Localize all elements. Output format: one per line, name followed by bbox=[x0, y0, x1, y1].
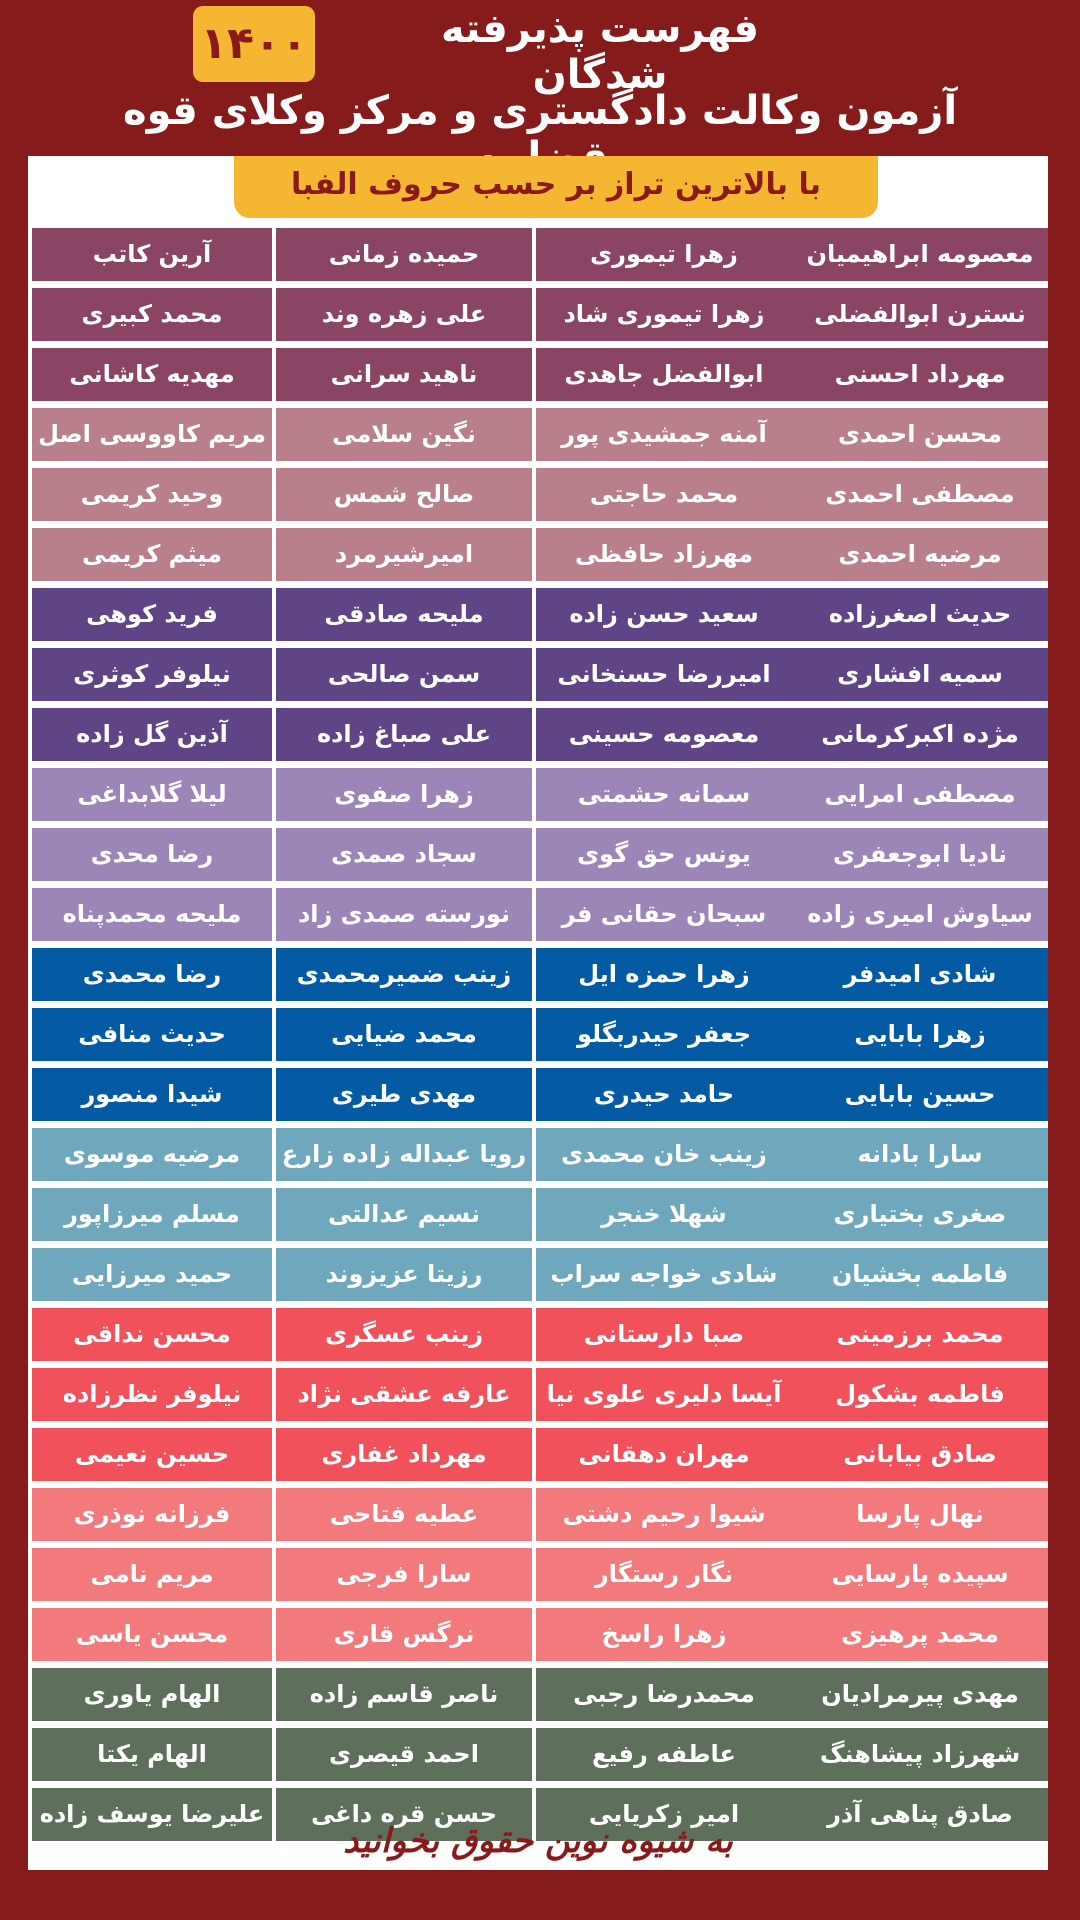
name-cell: زینب خان محمدی bbox=[536, 1128, 792, 1181]
name-cell: زینب ضمیرمحمدی bbox=[276, 948, 532, 1001]
name-cell: سارا بادانه bbox=[792, 1128, 1048, 1181]
name-cell: سمن صالحی bbox=[276, 648, 532, 701]
name-cell: سپیده پارسایی bbox=[792, 1548, 1048, 1601]
name-cell: رضا محمدی bbox=[32, 948, 272, 1001]
name-cell: نیلوفر نظرزاده bbox=[32, 1368, 272, 1421]
name-cell: نهال پارسا bbox=[792, 1488, 1048, 1541]
name-cell: سمیه افشاری bbox=[792, 648, 1048, 701]
header bbox=[0, 0, 1080, 156]
table-row bbox=[28, 888, 1048, 941]
name-cell: محمد برزمینی bbox=[792, 1308, 1048, 1361]
name-cell: نگار رستگار bbox=[536, 1548, 792, 1601]
page-subtitle: آزمون وکالت دادگستری و مرکز وکلای قوه bbox=[122, 88, 958, 134]
name-cell: جعفر حیدربگلو bbox=[536, 1008, 792, 1061]
name-cell: صغری بختیاری bbox=[792, 1188, 1048, 1241]
name-cell: مهدی طیری bbox=[276, 1068, 532, 1121]
name-cell: سعید حسن زاده bbox=[536, 588, 792, 641]
table-row bbox=[28, 1248, 1048, 1301]
name-cell: سبحان حقانی فر bbox=[536, 888, 792, 941]
name-cell: معصومه ابراهیمیان bbox=[792, 228, 1048, 281]
table-row bbox=[28, 528, 1048, 581]
name-cell: مصطفی امرایی bbox=[792, 768, 1048, 821]
name-cell: شیوا رحیم دشتی bbox=[536, 1488, 792, 1541]
name-cell: الهام یاوری bbox=[32, 1668, 272, 1721]
table-row bbox=[28, 768, 1048, 821]
name-cell: محمد حاجتی bbox=[536, 468, 792, 521]
names-table bbox=[28, 228, 1048, 1848]
name-cell: صادق بیابانی bbox=[792, 1428, 1048, 1481]
name-cell: ناصر قاسم زاده bbox=[276, 1668, 532, 1721]
name-cell: مرضیه موسوی bbox=[32, 1128, 272, 1181]
name-cell: مریم کاووسی اصل bbox=[32, 408, 272, 461]
name-cell: مژده اکبرکرمانی bbox=[792, 708, 1048, 761]
name-cell: نسترن ابوالفضلی bbox=[792, 288, 1048, 341]
name-cell: لیلا گلابداغی bbox=[32, 768, 272, 821]
name-cell: مرضیه احمدی bbox=[792, 528, 1048, 581]
name-cell: آرین کاتب bbox=[32, 228, 272, 281]
table-row bbox=[28, 1728, 1048, 1781]
name-cell: حسین بابایی bbox=[792, 1068, 1048, 1121]
name-cell: سیاوش امیری زاده bbox=[792, 888, 1048, 941]
name-cell: امیرشیرمرد bbox=[276, 528, 532, 581]
name-cell: زهرا تیموری bbox=[536, 228, 792, 281]
name-cell: علی صباغ زاده bbox=[276, 708, 532, 761]
table-row bbox=[28, 1188, 1048, 1241]
name-cell: زهرا صفوی bbox=[276, 768, 532, 821]
name-cell: ابوالفضل جاهدی bbox=[536, 348, 792, 401]
name-cell: شهلا خنجر bbox=[536, 1188, 792, 1241]
name-cell: محمد ضیایی bbox=[276, 1008, 532, 1061]
name-cell: مهران دهقانی bbox=[536, 1428, 792, 1481]
table-row bbox=[28, 1428, 1048, 1481]
name-cell: آمنه جمشیدی پور bbox=[536, 408, 792, 461]
name-cell: وحید کریمی bbox=[32, 468, 272, 521]
name-cell: نگین سلامی bbox=[276, 408, 532, 461]
name-cell: حمیده زمانی bbox=[276, 228, 532, 281]
table-row bbox=[28, 1548, 1048, 1601]
table-row bbox=[28, 1668, 1048, 1721]
footer-slogan: به شیوه نوین حقوق بخوانید bbox=[343, 1821, 733, 1861]
table-row bbox=[28, 1368, 1048, 1421]
name-cell: فرید کوهی bbox=[32, 588, 272, 641]
name-cell: حامد حیدری bbox=[536, 1068, 792, 1121]
name-cell: حمید میرزایی bbox=[32, 1248, 272, 1301]
list-caption: با بالاترین تراز بر حسب حروف الفبا bbox=[234, 156, 878, 218]
table-row bbox=[28, 708, 1048, 761]
name-cell: امیررضا حسنخانی bbox=[536, 648, 792, 701]
name-cell: رویا عبداله زاده زارع bbox=[276, 1128, 532, 1181]
table-row bbox=[28, 1128, 1048, 1181]
name-cell: آذین گل زاده bbox=[32, 708, 272, 761]
name-cell: زهرا تیموری شاد bbox=[536, 288, 792, 341]
name-cell: صبا دارستانی bbox=[536, 1308, 792, 1361]
name-cell: محسن احمدی bbox=[792, 408, 1048, 461]
name-cell: مهرداد احسنی bbox=[792, 348, 1048, 401]
name-cell: معصومه حسینی bbox=[536, 708, 792, 761]
name-cell: مسلم میرزاپور bbox=[32, 1188, 272, 1241]
name-cell: امیر زکریایی bbox=[536, 1788, 792, 1841]
name-cell: نادیا ابوجعفری bbox=[792, 828, 1048, 881]
name-cell: حسن قره داغی bbox=[276, 1788, 532, 1841]
name-cell: نورسته صمدی زاد bbox=[276, 888, 532, 941]
table-row bbox=[28, 588, 1048, 641]
name-cell: فرزانه نوذری bbox=[32, 1488, 272, 1541]
name-cell: نرگس قاری bbox=[276, 1608, 532, 1661]
name-cell: صادق پناهی آذر bbox=[792, 1788, 1048, 1841]
name-cell: ناهید سرانی bbox=[276, 348, 532, 401]
name-cell: محمد کبیری bbox=[32, 288, 272, 341]
name-cell: شادی امیدفر bbox=[792, 948, 1048, 1001]
name-cell: عارفه عشقی نژاد bbox=[276, 1368, 532, 1421]
table-row bbox=[28, 948, 1048, 1001]
table-row bbox=[28, 288, 1048, 341]
table-row bbox=[28, 468, 1048, 521]
table-row bbox=[28, 1008, 1048, 1061]
name-cell: محمدرضا رجبی bbox=[536, 1668, 792, 1721]
name-cell: صالح شمس bbox=[276, 468, 532, 521]
name-cell: ملیحه محمدپناه bbox=[32, 888, 272, 941]
name-cell: مریم نامی bbox=[32, 1548, 272, 1601]
name-cell: نیلوفر کوثری bbox=[32, 648, 272, 701]
name-cell: الهام یکتا bbox=[32, 1728, 272, 1781]
name-cell: رزیتا عزیزوند bbox=[276, 1248, 532, 1301]
table-row bbox=[28, 228, 1048, 281]
name-cell: ملیحه صادقی bbox=[276, 588, 532, 641]
name-cell: آیسا دلیری علوی نیا bbox=[536, 1368, 792, 1421]
name-cell: مهدیه کاشانی bbox=[32, 348, 272, 401]
table-row bbox=[28, 1068, 1048, 1121]
name-cell: رضا محدی bbox=[32, 828, 272, 881]
name-cell: سمانه حشمتی bbox=[536, 768, 792, 821]
name-cell: نسیم عدالتی bbox=[276, 1188, 532, 1241]
name-cell: عطیه فتاحی bbox=[276, 1488, 532, 1541]
name-cell: مهرزاد حافظی bbox=[536, 528, 792, 581]
name-cell: شادی خواجه سراب bbox=[536, 1248, 792, 1301]
name-cell: میثم کریمی bbox=[32, 528, 272, 581]
name-cell: مهرداد غفاری bbox=[276, 1428, 532, 1481]
name-cell: فاطمه بخشیان bbox=[792, 1248, 1048, 1301]
name-cell: یونس حق گوی bbox=[536, 828, 792, 881]
table-row bbox=[28, 648, 1048, 701]
name-cell: زهرا راسخ bbox=[536, 1608, 792, 1661]
name-cell: زینب عسگری bbox=[276, 1308, 532, 1361]
year-badge: ۱۴۰۰ bbox=[193, 6, 315, 82]
name-cell: محسن نداقی bbox=[32, 1308, 272, 1361]
name-cell: زهرا حمزه ایل bbox=[536, 948, 792, 1001]
name-cell: شهرزاد پیشاهنگ bbox=[792, 1728, 1048, 1781]
name-cell: حدیث منافی bbox=[32, 1008, 272, 1061]
name-cell: حسین نعیمی bbox=[32, 1428, 272, 1481]
name-cell: حدیث اصغرزاده bbox=[792, 588, 1048, 641]
table-row bbox=[28, 348, 1048, 401]
table-row bbox=[28, 1488, 1048, 1541]
name-cell: علی زهره وند bbox=[276, 288, 532, 341]
table-row bbox=[28, 1608, 1048, 1661]
name-cell: فاطمه بشکول bbox=[792, 1368, 1048, 1421]
name-cell: محمد پرهیزی bbox=[792, 1608, 1048, 1661]
table-row bbox=[28, 408, 1048, 461]
name-cell: مصطفی احمدی bbox=[792, 468, 1048, 521]
name-cell: عاطفه رفیع bbox=[536, 1728, 792, 1781]
results-sheet bbox=[28, 156, 1048, 1870]
name-cell: سجاد صمدی bbox=[276, 828, 532, 881]
name-cell: سارا فرجی bbox=[276, 1548, 532, 1601]
name-cell: مهدی پیرمرادیان bbox=[792, 1668, 1048, 1721]
table-row bbox=[28, 828, 1048, 881]
page-title: فهرست پذیرفته شدگان bbox=[441, 6, 759, 98]
name-cell: زهرا بابایی bbox=[792, 1008, 1048, 1061]
table-row bbox=[28, 1308, 1048, 1361]
name-cell: شیدا منصور bbox=[32, 1068, 272, 1121]
name-cell: محسن یاسی bbox=[32, 1608, 272, 1661]
name-cell: احمد قیصری bbox=[276, 1728, 532, 1781]
name-cell: علیرضا یوسف زاده bbox=[32, 1788, 272, 1841]
